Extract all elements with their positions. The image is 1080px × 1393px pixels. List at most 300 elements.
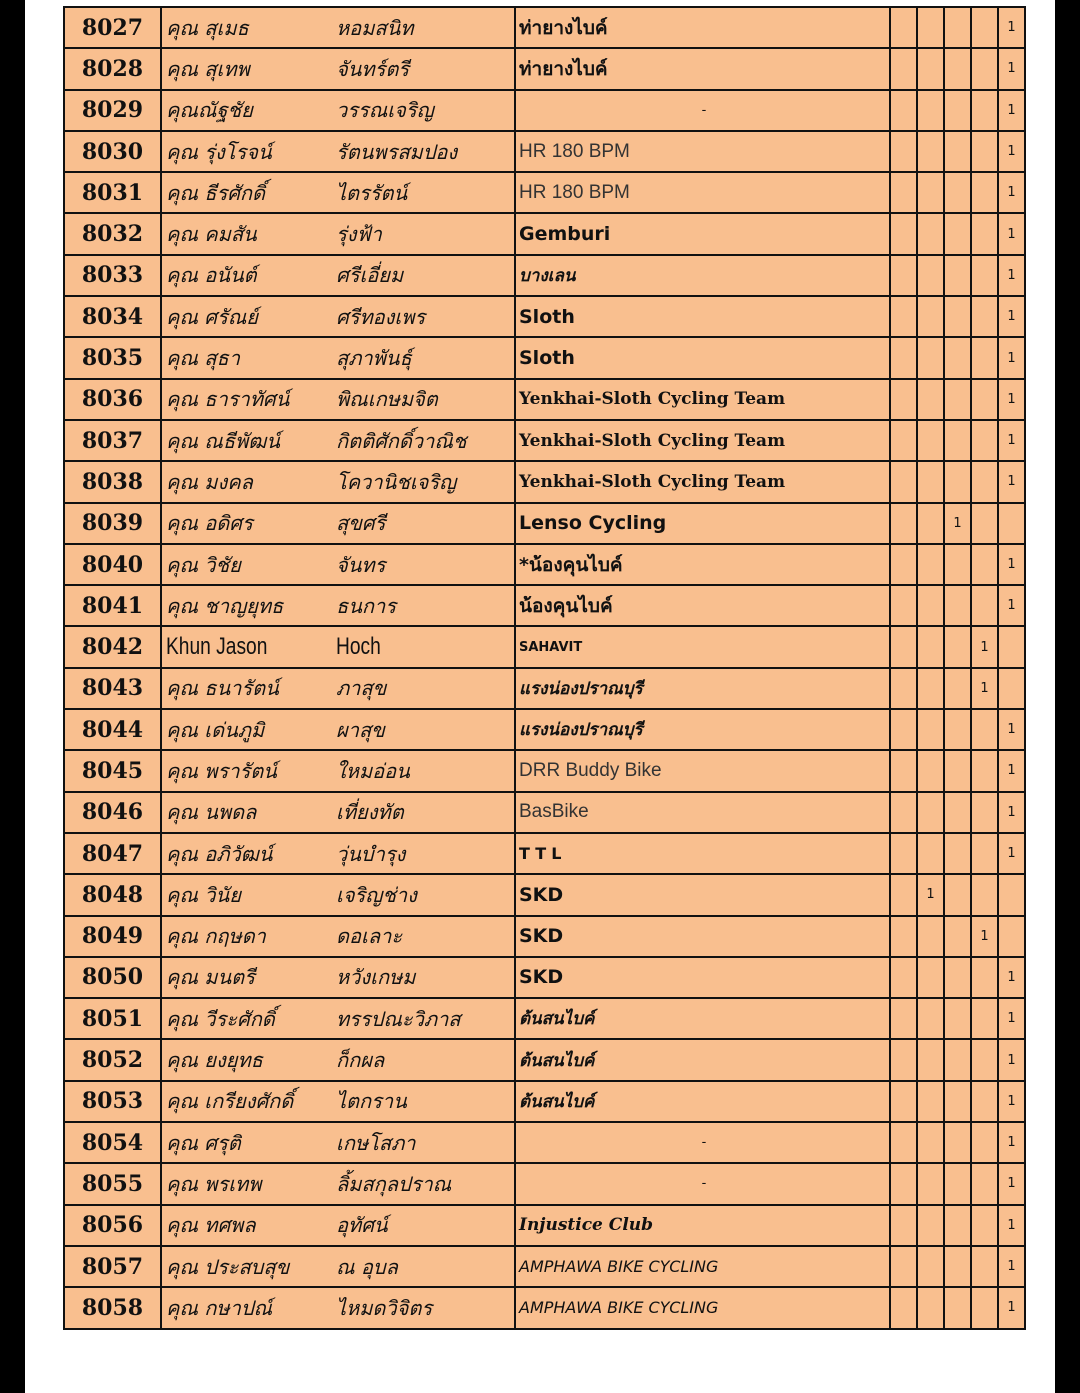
category-mark-2 (917, 544, 944, 585)
name-cell (161, 1163, 515, 1204)
category-mark-1 (890, 1039, 917, 1080)
name-cell (161, 916, 515, 957)
team-name: ต้นสนไบค์ (515, 1039, 890, 1080)
last-name: รัตนพรสมปอง (336, 139, 458, 164)
category-mark-4 (971, 1163, 998, 1204)
bib-number: 8053 (64, 1081, 161, 1122)
category-mark-2 (917, 48, 944, 89)
last-name: เจริญช่าง (336, 882, 417, 907)
first-name: คุณ ศรัณย์ (166, 304, 259, 329)
team-name: น้องคุนไบค์ (515, 585, 890, 626)
category-mark-2 (917, 1081, 944, 1122)
category-mark-4 (971, 503, 998, 544)
table-row (64, 420, 1025, 461)
table-row (64, 916, 1025, 957)
table-row (64, 1039, 1025, 1080)
category-mark-1 (890, 503, 917, 544)
team-name: Sloth (515, 337, 890, 378)
table-row (64, 833, 1025, 874)
name-cell (161, 957, 515, 998)
bib-number: 8041 (64, 585, 161, 626)
category-mark-4 (971, 461, 998, 502)
name-cell (161, 90, 515, 131)
category-mark-2 (917, 337, 944, 378)
name-cell (161, 420, 515, 461)
table-row (64, 255, 1025, 296)
category-mark-5: 1 (998, 957, 1025, 998)
category-mark-1 (890, 957, 917, 998)
last-name: กิตติศักดิ์วาณิช (336, 428, 467, 453)
table-row (64, 337, 1025, 378)
table-row (64, 461, 1025, 502)
category-mark-3 (944, 544, 971, 585)
category-mark-3 (944, 461, 971, 502)
table-row (64, 1246, 1025, 1287)
table-row (64, 379, 1025, 420)
category-mark-2 (917, 709, 944, 750)
category-mark-5: 1 (998, 296, 1025, 337)
category-mark-5: 1 (998, 90, 1025, 131)
category-mark-1 (890, 90, 917, 131)
category-mark-4 (971, 585, 998, 626)
bib-number: 8035 (64, 337, 161, 378)
last-name: หวังเกษม (336, 965, 416, 990)
last-name: ภาสุข (336, 676, 387, 701)
category-mark-5 (998, 916, 1025, 957)
category-mark-1 (890, 420, 917, 461)
category-mark-4 (971, 874, 998, 915)
table-row (64, 626, 1025, 667)
category-mark-5: 1 (998, 544, 1025, 585)
category-mark-4 (971, 1246, 998, 1287)
first-name: คุณ กฤษดา (166, 924, 266, 949)
team-name: Injustice Club (515, 1205, 890, 1246)
team-name: แรงน่องปราณบุรี (515, 709, 890, 750)
category-mark-3 (944, 668, 971, 709)
category-mark-5: 1 (998, 48, 1025, 89)
category-mark-2 (917, 1122, 944, 1163)
category-mark-3 (944, 379, 971, 420)
category-mark-2 (917, 1205, 944, 1246)
category-mark-3 (944, 296, 971, 337)
first-name: คุณ อดิศร (166, 511, 253, 536)
bib-number: 8055 (64, 1163, 161, 1204)
last-name: ลิ้มสกุลปราณ (336, 1171, 452, 1196)
category-mark-4 (971, 7, 998, 48)
category-mark-5: 1 (998, 379, 1025, 420)
category-mark-2 (917, 379, 944, 420)
team-name: SKD (515, 957, 890, 998)
category-mark-3 (944, 1246, 971, 1287)
table-row (64, 792, 1025, 833)
last-name: ดอเลาะ (336, 924, 403, 949)
category-mark-5: 1 (998, 585, 1025, 626)
bib-number: 8044 (64, 709, 161, 750)
first-name: คุณ มงคล (166, 469, 253, 494)
name-cell (161, 461, 515, 502)
name-cell (161, 1122, 515, 1163)
team-name: HR 180 BPM (515, 131, 890, 172)
first-name: คุณ มนตรี (166, 965, 255, 990)
category-mark-3 (944, 833, 971, 874)
category-mark-2 (917, 750, 944, 791)
category-mark-2 (917, 585, 944, 626)
category-mark-3: 1 (944, 503, 971, 544)
category-mark-4 (971, 792, 998, 833)
category-mark-3 (944, 1163, 971, 1204)
first-name: คุณ สุเทพ (166, 56, 250, 81)
category-mark-1 (890, 337, 917, 378)
category-mark-1 (890, 668, 917, 709)
team-name: DRR Buddy Bike (515, 750, 890, 791)
category-mark-4: 1 (971, 916, 998, 957)
category-mark-2 (917, 998, 944, 1039)
category-mark-4 (971, 296, 998, 337)
bib-number: 8031 (64, 172, 161, 213)
category-mark-5: 1 (998, 213, 1025, 254)
category-mark-1 (890, 1081, 917, 1122)
name-cell (161, 379, 515, 420)
table-row (64, 1163, 1025, 1204)
first-name: คุณ เด่นภูมิ (166, 717, 265, 742)
name-cell (161, 1287, 515, 1328)
category-mark-2 (917, 461, 944, 502)
table-row (64, 1122, 1025, 1163)
team-name: TTL (515, 833, 890, 874)
category-mark-5: 1 (998, 461, 1025, 502)
category-mark-3 (944, 957, 971, 998)
category-mark-3 (944, 1205, 971, 1246)
first-name: คุณ พรารัตน์ (166, 758, 277, 783)
bib-number: 8048 (64, 874, 161, 915)
category-mark-1 (890, 379, 917, 420)
last-name: อุทัศน์ (336, 1213, 388, 1238)
bib-number: 8058 (64, 1287, 161, 1328)
category-mark-1 (890, 213, 917, 254)
team-name: Gemburi (515, 213, 890, 254)
name-cell (161, 585, 515, 626)
first-name: คุณ เกรียงศักดิ์ (166, 1089, 294, 1114)
last-name: เกษโสภา (336, 1130, 416, 1155)
category-mark-2: 1 (917, 874, 944, 915)
category-mark-2 (917, 833, 944, 874)
name-cell (161, 213, 515, 254)
category-mark-4 (971, 379, 998, 420)
category-mark-4 (971, 1205, 998, 1246)
category-mark-4: 1 (971, 668, 998, 709)
table-row (64, 957, 1025, 998)
team-name: AMPHAWA BIKE CYCLING (515, 1287, 890, 1328)
category-mark-3 (944, 998, 971, 1039)
bib-number: 8052 (64, 1039, 161, 1080)
category-mark-1 (890, 1205, 917, 1246)
team-name: แรงน่องปราณบุรี (515, 668, 890, 709)
table-row (64, 90, 1025, 131)
last-name: ก็กผล (336, 1048, 385, 1073)
category-mark-2 (917, 1039, 944, 1080)
category-mark-5: 1 (998, 1081, 1025, 1122)
category-mark-3 (944, 916, 971, 957)
team-name: - (515, 1122, 890, 1163)
category-mark-1 (890, 1287, 917, 1328)
category-mark-1 (890, 874, 917, 915)
last-name: ธนการ (336, 593, 396, 618)
bib-number: 8056 (64, 1205, 161, 1246)
first-name: คุณ ยงยุทธ (166, 1048, 263, 1073)
name-cell (161, 337, 515, 378)
last-name: หอมสนิท (336, 15, 414, 40)
bib-number: 8050 (64, 957, 161, 998)
category-mark-1 (890, 916, 917, 957)
category-mark-4 (971, 90, 998, 131)
category-mark-4 (971, 213, 998, 254)
category-mark-2 (917, 1246, 944, 1287)
first-name: คุณ ธนารัตน์ (166, 676, 279, 701)
category-mark-5: 1 (998, 833, 1025, 874)
category-mark-1 (890, 709, 917, 750)
first-name: คุณ วีระศักดิ์ (166, 1006, 275, 1031)
first-name: คุณ ทศพล (166, 1213, 256, 1238)
category-mark-3 (944, 48, 971, 89)
first-name: คุณ วิชัย (166, 552, 241, 577)
category-mark-3 (944, 213, 971, 254)
category-mark-3 (944, 90, 971, 131)
category-mark-3 (944, 792, 971, 833)
team-name: SAHAVIT (515, 626, 890, 667)
category-mark-2 (917, 957, 944, 998)
bib-number: 8046 (64, 792, 161, 833)
name-cell (161, 1205, 515, 1246)
team-name: Yenkhai-Sloth Cycling Team (515, 461, 890, 502)
last-name: รุ่งฟ้า (336, 222, 382, 247)
first-name: คุณ คมสัน (166, 222, 257, 247)
last-name: ไตกราน (336, 1089, 407, 1114)
table-row (64, 1205, 1025, 1246)
participant-table (63, 6, 1026, 1330)
last-name: ผาสุข (336, 717, 385, 742)
team-name: ท่ายางไบค์ (515, 48, 890, 89)
first-name: Khun Jason (166, 633, 268, 661)
first-name: คุณ กษาปณ์ (166, 1295, 273, 1320)
last-name: วุ่นบำรุง (336, 841, 406, 866)
category-mark-3 (944, 626, 971, 667)
name-cell (161, 7, 515, 48)
category-mark-1 (890, 585, 917, 626)
category-mark-5 (998, 626, 1025, 667)
category-mark-4 (971, 833, 998, 874)
category-mark-1 (890, 1122, 917, 1163)
name-cell (161, 503, 515, 544)
last-name: ไหมดวิจิตร (336, 1295, 433, 1320)
bib-number: 8045 (64, 750, 161, 791)
last-name: เที่ยงทัต (336, 800, 404, 825)
bib-number: 8051 (64, 998, 161, 1039)
team-name: HR 180 BPM (515, 172, 890, 213)
last-name: ทรรปณะวิภาส (336, 1006, 461, 1031)
category-mark-5: 1 (998, 255, 1025, 296)
table-row (64, 213, 1025, 254)
bib-number: 8034 (64, 296, 161, 337)
bib-number: 8028 (64, 48, 161, 89)
category-mark-2 (917, 916, 944, 957)
category-mark-4 (971, 1287, 998, 1328)
category-mark-3 (944, 585, 971, 626)
name-cell (161, 792, 515, 833)
category-mark-5: 1 (998, 1039, 1025, 1080)
category-mark-3 (944, 709, 971, 750)
team-name: BasBike (515, 792, 890, 833)
table-row (64, 544, 1025, 585)
category-mark-5: 1 (998, 420, 1025, 461)
last-name: ใหมอ่อน (336, 758, 410, 783)
category-mark-4 (971, 420, 998, 461)
category-mark-2 (917, 1163, 944, 1204)
category-mark-5 (998, 668, 1025, 709)
category-mark-5: 1 (998, 998, 1025, 1039)
name-cell (161, 172, 515, 213)
first-name: คุณ อภิวัฒน์ (166, 841, 273, 866)
category-mark-5: 1 (998, 1205, 1025, 1246)
table-row (64, 503, 1025, 544)
category-mark-2 (917, 7, 944, 48)
name-cell (161, 750, 515, 791)
category-mark-5 (998, 874, 1025, 915)
category-mark-1 (890, 7, 917, 48)
category-mark-4 (971, 172, 998, 213)
last-name: พิณเกษมจิต (336, 387, 438, 412)
last-name: จันทร์ตรี (336, 56, 410, 81)
category-mark-1 (890, 792, 917, 833)
name-cell (161, 833, 515, 874)
category-mark-1 (890, 461, 917, 502)
bib-number: 8057 (64, 1246, 161, 1287)
category-mark-4 (971, 709, 998, 750)
first-name: คุณ พรเทพ (166, 1171, 262, 1196)
category-mark-4 (971, 48, 998, 89)
bib-number: 8032 (64, 213, 161, 254)
team-name: Yenkhai-Sloth Cycling Team (515, 379, 890, 420)
category-mark-1 (890, 131, 917, 172)
table-row (64, 172, 1025, 213)
table-row (64, 585, 1025, 626)
category-mark-4 (971, 750, 998, 791)
category-mark-2 (917, 668, 944, 709)
category-mark-2 (917, 626, 944, 667)
last-name: ศรีทองเพร (336, 304, 426, 329)
first-name: คุณ ธาราทัศน์ (166, 387, 290, 412)
category-mark-3 (944, 420, 971, 461)
last-name: โควานิชเจริญ (336, 469, 457, 494)
last-name: ไตรรัตน์ (336, 180, 408, 205)
category-mark-4 (971, 1081, 998, 1122)
category-mark-5: 1 (998, 172, 1025, 213)
bib-number: 8049 (64, 916, 161, 957)
first-name: คุณ วินัย (166, 882, 241, 907)
category-mark-2 (917, 172, 944, 213)
first-name: คุณ สุเมธ (166, 15, 249, 40)
table-row (64, 1081, 1025, 1122)
category-mark-3 (944, 1287, 971, 1328)
bib-number: 8042 (64, 626, 161, 667)
first-name: คุณ อนันต์ (166, 263, 257, 288)
category-mark-4 (971, 337, 998, 378)
category-mark-2 (917, 90, 944, 131)
category-mark-1 (890, 833, 917, 874)
category-mark-3 (944, 255, 971, 296)
bib-number: 8033 (64, 255, 161, 296)
category-mark-4 (971, 957, 998, 998)
name-cell (161, 998, 515, 1039)
category-mark-1 (890, 1163, 917, 1204)
table-row (64, 131, 1025, 172)
category-mark-4 (971, 998, 998, 1039)
category-mark-5: 1 (998, 750, 1025, 791)
first-name: คุณ รุ่งโรจน์ (166, 139, 272, 164)
category-mark-1 (890, 626, 917, 667)
category-mark-3 (944, 7, 971, 48)
category-mark-3 (944, 337, 971, 378)
first-name: คุณณัฐชัย (166, 98, 253, 123)
category-mark-3 (944, 1081, 971, 1122)
bib-number: 8047 (64, 833, 161, 874)
table-row (64, 1287, 1025, 1328)
team-name: - (515, 1163, 890, 1204)
first-name: คุณ ชาญยุทธ (166, 593, 284, 618)
name-cell (161, 131, 515, 172)
name-cell (161, 255, 515, 296)
name-cell (161, 1246, 515, 1287)
name-cell (161, 626, 515, 667)
category-mark-5: 1 (998, 1122, 1025, 1163)
category-mark-1 (890, 544, 917, 585)
category-mark-1 (890, 750, 917, 791)
category-mark-2 (917, 420, 944, 461)
bib-number: 8030 (64, 131, 161, 172)
category-mark-4 (971, 1122, 998, 1163)
last-name: ณ อุบล (336, 1254, 398, 1279)
team-name: Yenkhai-Sloth Cycling Team (515, 420, 890, 461)
name-cell (161, 1039, 515, 1080)
name-cell (161, 544, 515, 585)
category-mark-3 (944, 172, 971, 213)
last-name: สุภาพันธุ์ (336, 346, 412, 371)
table-row (64, 48, 1025, 89)
category-mark-5: 1 (998, 1163, 1025, 1204)
category-mark-3 (944, 750, 971, 791)
category-mark-3 (944, 1122, 971, 1163)
category-mark-2 (917, 213, 944, 254)
category-mark-2 (917, 131, 944, 172)
last-name: จันทร (336, 552, 386, 577)
category-mark-2 (917, 792, 944, 833)
team-name: ต้นสนไบค์ (515, 998, 890, 1039)
category-mark-5: 1 (998, 1246, 1025, 1287)
first-name: คุณ สุธา (166, 346, 240, 371)
first-name: คุณ ธีรศักดิ์ (166, 180, 266, 205)
category-mark-4 (971, 255, 998, 296)
bib-number: 8054 (64, 1122, 161, 1163)
last-name: สุขศรี (336, 511, 386, 536)
name-cell (161, 48, 515, 89)
name-cell (161, 709, 515, 750)
category-mark-1 (890, 998, 917, 1039)
category-mark-4: 1 (971, 626, 998, 667)
bib-number: 8039 (64, 503, 161, 544)
team-name: SKD (515, 916, 890, 957)
category-mark-2 (917, 296, 944, 337)
bib-number: 8043 (64, 668, 161, 709)
team-name: SKD (515, 874, 890, 915)
